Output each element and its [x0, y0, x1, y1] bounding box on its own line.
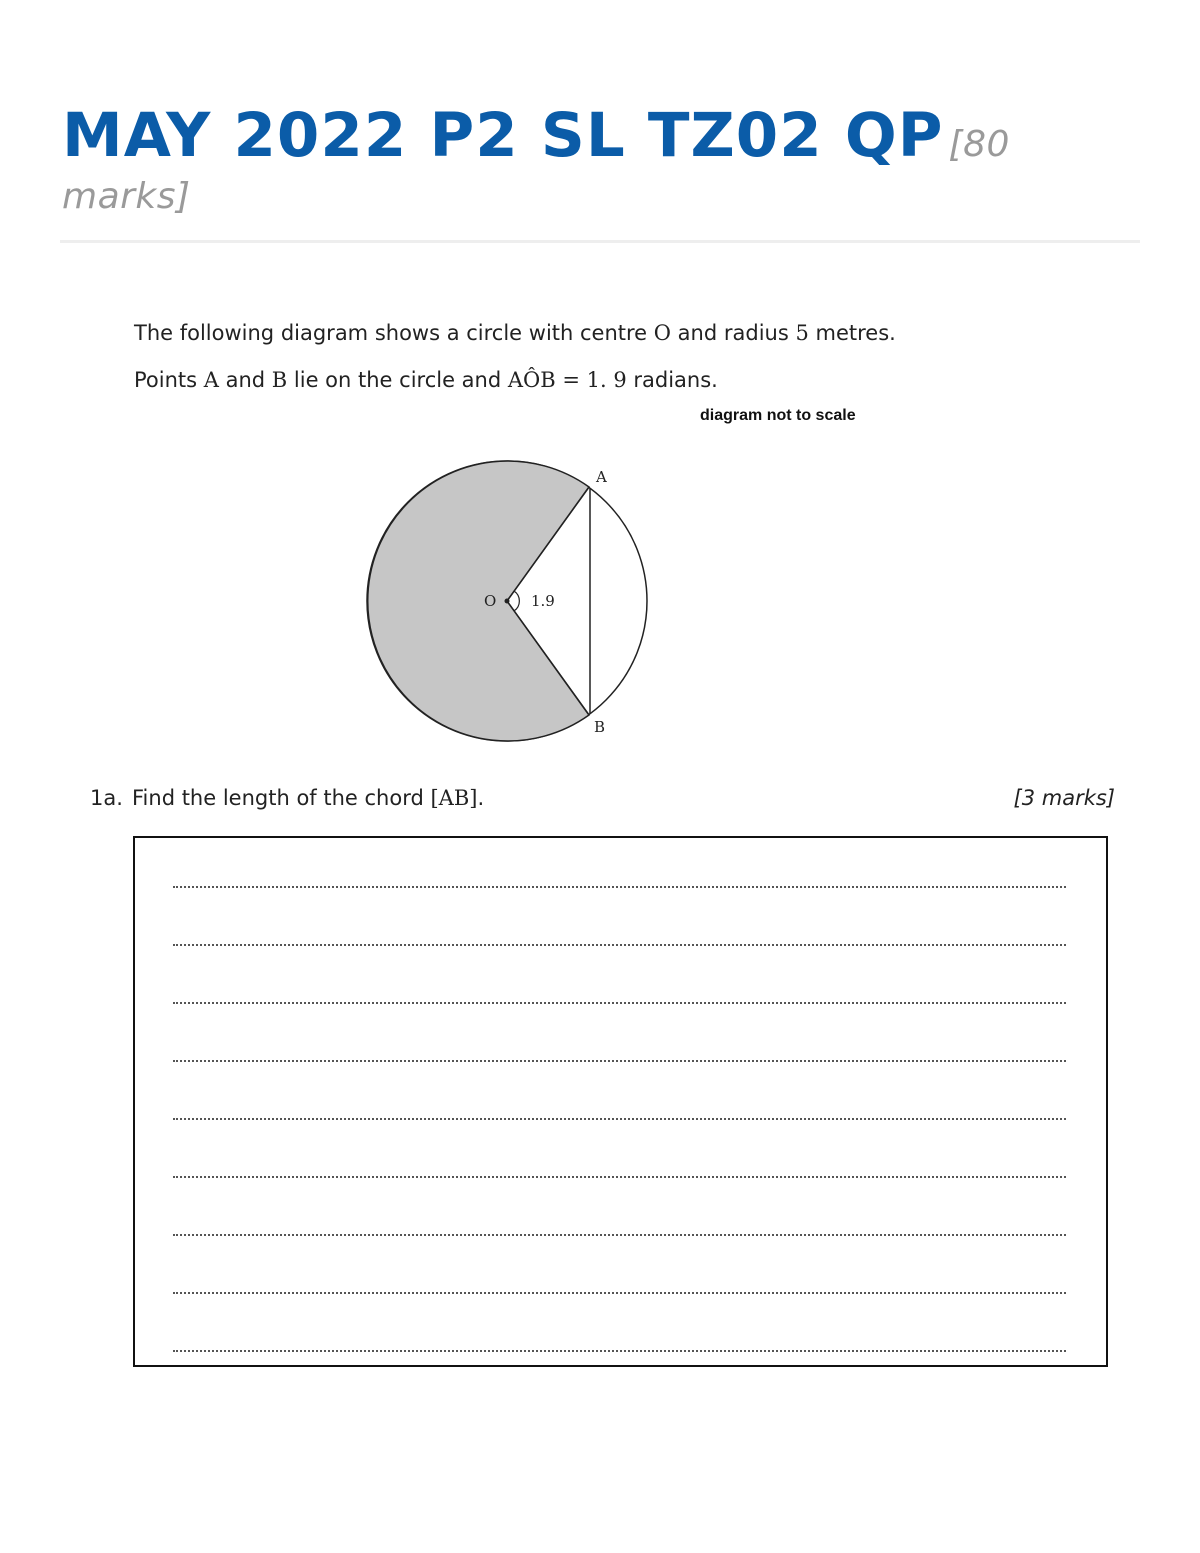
page-title: MAY 2022 P2 SL TZ02 QP: [62, 100, 944, 171]
intro-line-2: [134, 357, 896, 404]
total-marks-open: [80: [948, 124, 1010, 165]
math-A: A: [203, 368, 219, 392]
answer-line: [173, 1176, 1066, 1178]
answer-line: [173, 886, 1066, 888]
page-header: [62, 96, 1062, 217]
header-divider: [60, 240, 1140, 243]
total-marks-close: marks]: [62, 176, 191, 217]
question-text: Find the length of the chord: [132, 786, 431, 810]
label-B: B: [594, 718, 606, 736]
answer-line: [173, 1292, 1066, 1294]
intro-line-1: [134, 310, 896, 357]
question-intro: [134, 310, 896, 404]
answer-line: [173, 1060, 1066, 1062]
intro-text: lie on the circle and: [287, 368, 508, 392]
answer-line: [173, 1350, 1066, 1352]
label-A: A: [596, 468, 607, 486]
circle-diagram: [350, 400, 910, 750]
answer-line: [173, 1234, 1066, 1236]
intro-text: and: [218, 368, 272, 392]
math-chord: [AB]: [430, 786, 478, 810]
intro-text: The following diagram shows a circle with centre: [134, 321, 654, 345]
answer-line: [173, 944, 1066, 946]
math-B: B: [271, 368, 288, 392]
answer-box[interactable]: [133, 836, 1108, 1367]
label-O: O: [484, 592, 497, 610]
centre-point: [505, 599, 510, 604]
intro-text: radians.: [626, 368, 718, 392]
question-marks: [3 marks]: [1013, 786, 1115, 810]
question-1a: [90, 786, 1115, 810]
question-text-end: .: [477, 786, 485, 810]
math-radius: 5: [795, 321, 809, 345]
intro-text: Points: [134, 368, 204, 392]
angle-label: 1.9: [531, 592, 555, 610]
question-number: 1a.: [90, 786, 123, 810]
intro-text: metres.: [808, 321, 896, 345]
answer-line: [173, 1118, 1066, 1120]
math-angle: AÔB = 1. 9: [507, 368, 627, 392]
math-O: O: [653, 321, 671, 345]
diagram-note: diagram not to scale: [700, 407, 856, 424]
answer-line: [173, 1002, 1066, 1004]
intro-text: and radius: [671, 321, 796, 345]
